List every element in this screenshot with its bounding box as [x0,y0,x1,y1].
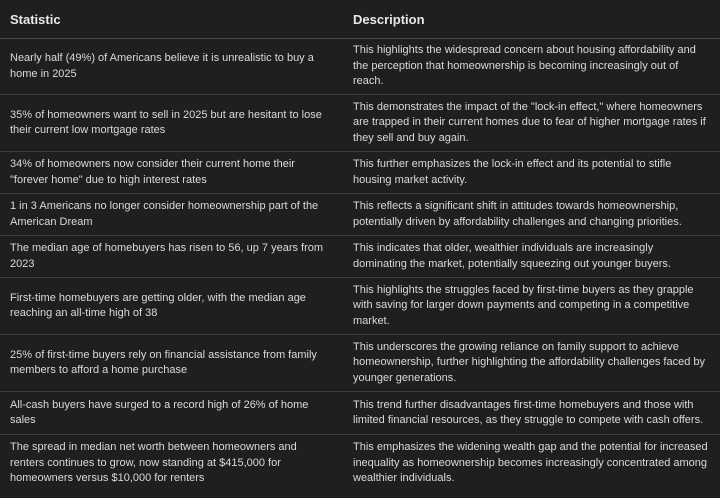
header-statistic: Statistic [0,0,343,39]
table-row [0,278,720,335]
description-cell: This demonstrates the impact of the "lock-in effect," where homeowners are trapped in their current homes due to fear of higher mortgage rates if they sell and buy again. [343,95,720,152]
description-cell: This reflects a significant shift in attitudes towards homeownership, potentially driven by affordability challenges and changing priorities. [343,194,720,236]
table-row [0,95,720,152]
header-row [0,0,720,39]
statistic-cell: All-cash buyers have surged to a record high of 26% of home sales [0,392,343,435]
statistic-cell: 1 in 3 Americans no longer consider homeownership part of the American Dream [0,194,343,236]
description-cell: This underscores the growing reliance on family support to achieve homeownership, further highlighting the affordability challenges faced by younger generations. [343,335,720,392]
description-cell: This highlights the struggles faced by first-time buyers as they grapple with saving for larger down payments and competing in a competitive market. [343,278,720,335]
description-cell: This highlights the widespread concern about housing affordability and the perception that homeownership is becoming increasingly out of reach. [343,39,720,95]
description-cell: This indicates that older, wealthier individuals are increasingly dominating the market, potentially squeezing out younger buyers. [343,236,720,278]
description-cell: This emphasizes the widening wealth gap and the potential for increased inequality as homeownership becomes increasingly concentrated among wealthier individuals. [353,441,708,484]
table-row [0,335,720,392]
table-row [0,152,720,194]
statistic-cell: First-time homebuyers are getting older, with the median age reaching an all-time high of 38 [0,278,343,335]
statistic-cell: 25% of first-time buyers rely on financial assistance from family members to afford a home purchase [0,335,343,392]
statistic-cell: Nearly half (49%) of Americans believe it is unrealistic to buy a home in 2025 [0,39,343,95]
statistic-cell: 35% of homeowners want to sell in 2025 but are hesitant to lose their current low mortgage rates [0,95,343,152]
table-row [0,194,720,236]
description-cell: This further emphasizes the lock-in effect and its potential to stifle housing market activity. [343,152,720,194]
statistic-cell: 34% of homeowners now consider their current home their "forever home" due to high interest rates [0,152,343,194]
table-row [0,236,720,278]
statistic-cell: The spread in median net worth between homeowners and renters continues to grow, now standing at $415,000 for homeowners versus $10,000 for renters [10,441,297,484]
table-row [0,39,720,95]
statistic-cell: The median age of homebuyers has risen to 56, up 7 years from 2023 [0,236,343,278]
table-row [0,435,720,492]
table-row [0,392,720,435]
header-description: Description [343,0,720,39]
description-cell: This trend further disadvantages first-time homebuyers and those with limited financial resources, as they struggle to compete with cash offers. [343,392,720,435]
